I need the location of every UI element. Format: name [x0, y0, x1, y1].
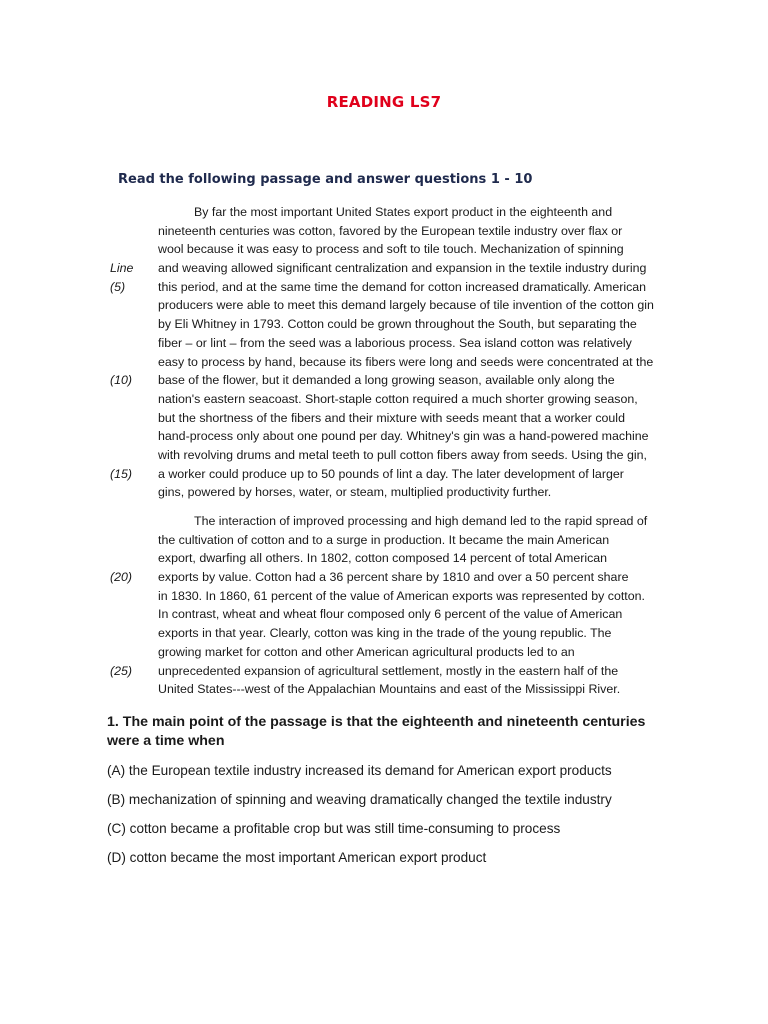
- passage-line: [110, 259, 710, 278]
- passage-line: [110, 240, 710, 259]
- passage-paragraph-1: [110, 203, 710, 502]
- passage-line: [110, 390, 710, 409]
- passage-line-text: export, dwarfing all others. In 1802, cotton composed 14 percent of total American: [158, 551, 608, 566]
- passage-line-text: the cultivation of cotton and to a surge in production. It became the main American: [158, 532, 610, 547]
- passage-line-text: in 1830. In 1860, 61 percent of the value of American exports was represented by cotton.: [158, 588, 645, 603]
- passage-line: [110, 483, 710, 502]
- passage-line-text: but the shortness of the fibers and their mixture with seeds meant that a worker could: [158, 410, 625, 425]
- passage-line-text: by Eli Whitney in 1793. Cotton could be grown throughout the South, but separating the: [158, 317, 637, 332]
- passage-line: [110, 662, 710, 681]
- line-number: (10): [110, 373, 133, 388]
- passage-line-text: fiber – or lint – from the seed was a laborious process. Sea island cotton was relatively: [158, 335, 632, 350]
- question-1-prompt: 1. The main point of the passage is that the eighteenth and nineteenth centuries were a time when: [107, 714, 646, 749]
- passage-line-text: wool because it was easy to process and soft to tile touch. Mechanization of spinning: [158, 242, 624, 257]
- answer-option-c[interactable]: (C) cotton became a profitable crop but was still time-consuming to process: [107, 821, 561, 836]
- passage-line: [110, 203, 710, 222]
- passage-line: [110, 549, 710, 568]
- passage-line-text: exports by value. Cotton had a 36 percent share by 1810 and over a 50 percent share: [158, 570, 629, 585]
- paragraph-gap: [110, 502, 710, 512]
- passage-line-text: with revolving drums and metal teeth to pull cotton fibers away from seeds. Using the gin,: [158, 447, 647, 462]
- reading-passage: [110, 203, 710, 699]
- passage-line: [110, 568, 710, 587]
- passage-line: [110, 409, 710, 428]
- passage-line-text: hand-process only about one pound per day. Whitney's gin was a hand-powered machine: [158, 429, 649, 444]
- passage-line-text: nation's eastern seacoast. Short-staple cotton required a much shorter growing season,: [158, 391, 638, 406]
- passage-line: [110, 624, 710, 643]
- passage-line-text: base of the flower, but it demanded a long growing season, available only along the: [158, 373, 615, 388]
- instruction-heading: Read the following passage and answer questions 1 - 10: [118, 172, 533, 187]
- line-number: (20): [110, 570, 133, 585]
- passage-line: [110, 587, 710, 606]
- line-number: (25): [110, 663, 133, 678]
- passage-line-text: a worker could produce up to 50 pounds of lint a day. The later development of larger: [158, 466, 624, 481]
- passage-line-text: producers were able to meet this demand largely because of tile invention of the cotton gin: [158, 298, 654, 313]
- passage-line-text: and weaving allowed significant centralization and expansion in the textile industry during: [158, 261, 647, 276]
- line-number: (5): [110, 279, 126, 294]
- passage-line: [110, 222, 710, 241]
- passage-line: [110, 680, 710, 699]
- passage-line: [110, 465, 710, 484]
- passage-line: [110, 296, 710, 315]
- passage-line: [110, 531, 710, 550]
- passage-line-text: easy to process by hand, because its fibers were long and seeds were concentrated at the: [158, 354, 654, 369]
- passage-line: [110, 427, 710, 446]
- answer-option-d[interactable]: (D) cotton became the most important American export product: [107, 850, 487, 865]
- line-number: (15): [110, 466, 133, 481]
- passage-line: [110, 605, 710, 624]
- document-title: READING LS7: [326, 93, 442, 111]
- passage-line-text: growing market for cotton and other American agricultural products led to an: [158, 644, 575, 659]
- passage-line-text: unprecedented expansion of agricultural settlement, mostly in the eastern half of the: [158, 663, 619, 678]
- passage-paragraph-2: [110, 512, 710, 699]
- passage-line-text: this period, and at the same time the demand for cotton increased dramatically. American: [158, 279, 647, 294]
- passage-line: [110, 278, 710, 297]
- answer-option-b[interactable]: (B) mechanization of spinning and weaving dramatically changed the textile industry: [107, 792, 612, 807]
- passage-line-text: nineteenth centuries was cotton, favored by the European textile industry over flax or: [158, 223, 623, 238]
- passage-line-text: exports in that year. Clearly, cotton was king in the trade of the young republic. The: [158, 626, 612, 641]
- answer-options: [107, 761, 667, 877]
- passage-line: [110, 512, 710, 531]
- passage-line: [110, 371, 710, 390]
- passage-line-text: United States---west of the Appalachian Mountains and east of the Mississippi River.: [158, 682, 621, 697]
- passage-line: [110, 643, 710, 662]
- answer-option-a[interactable]: (A) the European textile industry increased its demand for American export products: [107, 763, 612, 778]
- passage-line-text: The interaction of improved processing and high demand led to the rapid spread of: [194, 514, 648, 528]
- passage-line-text: By far the most important United States export product in the eighteenth and: [194, 205, 613, 219]
- passage-line: [110, 315, 710, 334]
- line-number: Line: [110, 261, 134, 276]
- passage-line-text: In contrast, wheat and wheat flour composed only 6 percent of the value of American: [158, 607, 623, 622]
- passage-line: [110, 334, 710, 353]
- passage-line-text: gins, powered by horses, water, or steam, multiplied productivity further.: [158, 485, 552, 500]
- passage-line: [110, 446, 710, 465]
- passage-line: [110, 353, 710, 372]
